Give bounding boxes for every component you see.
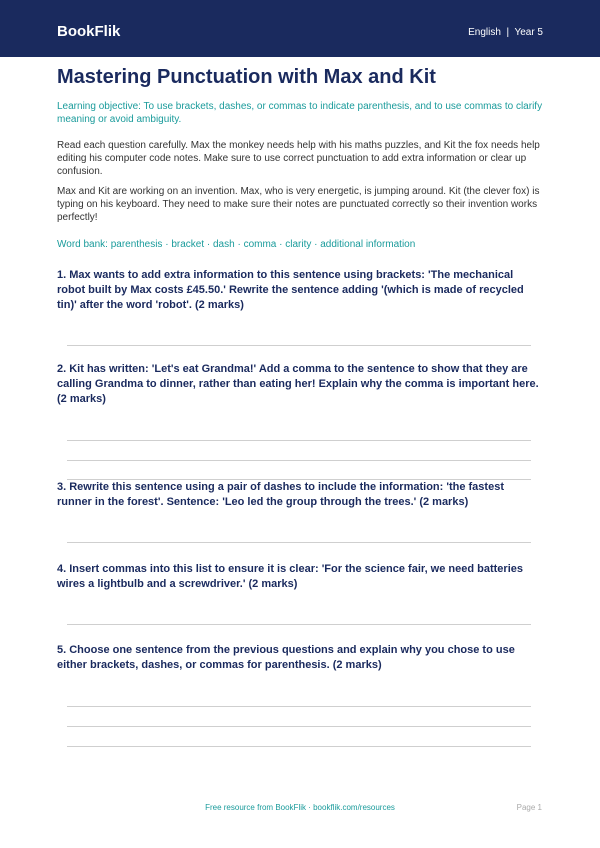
intro-paragraph-2: Max and Kit are working on an invention. Max, who is very energetic, is jumping around. Kit (the clever fox) is typing on his keyboard. They need to make sure their notes are punctuated correctly so their invention works perfectly! (57, 186, 540, 223)
answer-line[interactable] (67, 440, 531, 441)
answer-line[interactable] (67, 746, 531, 747)
learning-objective: Learning objective: To use brackets, dashes, or commas to indicate parenthesis, and to use commas to clarify meaning or avoid ambiguity. (57, 101, 543, 125)
answer-line[interactable] (67, 345, 531, 346)
footer-credit[interactable]: Free resource from BookFlik · bookflik.com/resources (205, 803, 395, 812)
answer-line[interactable] (67, 460, 531, 461)
brand-logo: BookFlik (57, 23, 121, 40)
word-bank: Word bank: parenthesis · bracket · dash · comma · clarity · additional information (57, 239, 416, 250)
subject-label: English | Year 5 (468, 27, 543, 38)
answer-line[interactable] (67, 624, 531, 625)
answer-line[interactable] (67, 706, 531, 707)
question-1: 1. Max wants to add extra information to this sentence using brackets: 'The mechanical robot built by Max costs £45.50.' Rewrite the sentence adding '(which is made of recycled tin)' after the word 'robot'. (2 marks) (57, 269, 524, 311)
answer-line[interactable] (67, 726, 531, 727)
answer-line[interactable] (67, 542, 531, 543)
question-5: 5. Choose one sentence from the previous questions and explain why you chose to use either brackets, dashes, or commas for parenthesis. (2 marks) (57, 644, 515, 671)
question-2: 2. Kit has written: 'Let's eat Grandma!' Add a comma to the sentence to show that they are calling Grandma to dinner, rather than eating her! Explain why the comma is important here. (2 marks) (57, 363, 539, 405)
page-number: Page 1 (516, 803, 542, 812)
intro-paragraph-1: Read each question carefully. Max the monkey needs help with his maths puzzles, and Kit the fox needs help editing his computer code notes. Make sure to use correct punctuation to add extra information or clear up confusion. (57, 140, 540, 177)
question-4: 4. Insert commas into this list to ensure it is clear: 'For the science fair, we need batteries wires a lightbulb and a screwdriver.' (2 marks) (57, 563, 523, 590)
question-3: 3. Rewrite this sentence using a pair of dashes to include the information: 'the fastest runner in the forest'. Sentence: 'Leo led the group through the trees.' (2 marks) (57, 481, 504, 508)
header-bar (0, 0, 600, 57)
page-title: Mastering Punctuation with Max and Kit (57, 66, 436, 88)
